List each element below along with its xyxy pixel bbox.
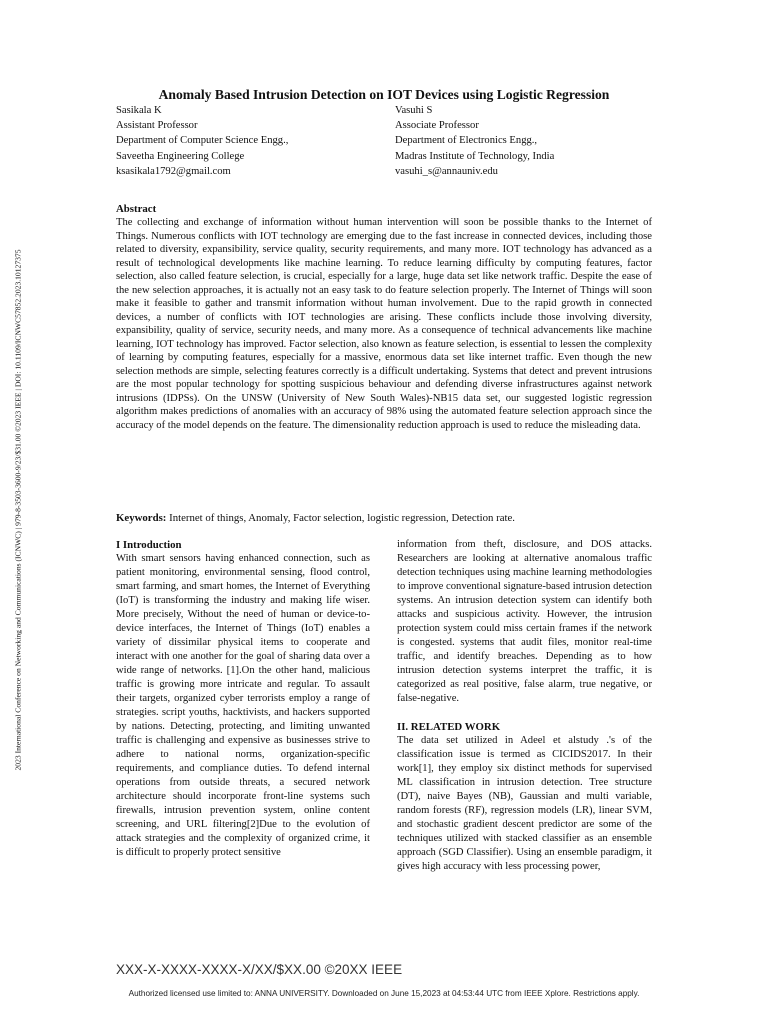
keywords-text: Internet of things, Anomaly, Factor selection, logistic regression, Detection rate. (169, 512, 515, 524)
author-department: Department of Computer Science Engg., (116, 135, 289, 147)
author-block-1 (116, 103, 288, 179)
section-heading-related-work: II. RELATED WORK (397, 721, 501, 733)
author-institution: Madras Institute of Technology, India (395, 150, 555, 162)
left-column (116, 538, 370, 860)
abstract-text: The collecting and exchange of information without human intervention will soon be possible thanks to the Internet of Things. Numerous conflicts with IOT technology are emerging due to the fast increase in connected devices, including those related to diversity, expansibility, service quality, security requirements, and many more. IOT technology has advanced as a result of technological developments like machine learning. To reduce learning difficulty by computing features, factor selection, also called feature selection, is crucial, especially for a large, huge data set like network traffic. Despite the ease of the new selection approaches, it is actually not an easy task to do feature selection properly. The Internet of Things will soon make it feasible to gather and transmit information without human involvement. Due to the rapid growth in connected devices, a number of conflicts with IOT technologies are arising. These conflicts include those involving diversity, expansibility, quality of service, security needs, and many more. As a consequence of technical advancements like machine learning, IOT technology has improved. Factor selection, also known as feature selection, is essential to lessen the complexity of learning by computing features, especially for a massive, enormous data set like internet traffic. Even though the new selection methods are simple, selecting features correctly is a difficult undertaking. Systems that detect and prevent intrusions are the most popular technology for spotting suspicious behaviour and defending diverse infrastructures against network intrusions (IDPSs). On the UNSW (University of New South Wales)-NB15 data set, our suggested logistic regression algorithm makes predictions of anomalies with an accuracy of 98% using the automated feature selection approach since the accuracy of the model depends on the feature. The dimensionality reduction approach is used to reduce the misleading data. (116, 217, 652, 431)
author-name: Sasikala K (116, 105, 162, 116)
doi-sidebar (5, 180, 31, 840)
abstract-heading: Abstract (116, 203, 157, 215)
author-email: ksasikala1792@gmail.com (116, 165, 231, 177)
author-name: Vasuhi S (395, 105, 433, 116)
right-column (397, 538, 652, 874)
introduction-text: With smart sensors having enhanced connection, such as patient monitoring, environmental sensing, flood control, smart farming, and smart homes, the Internet of Everything (IoT) is transforming the industry and making life wiser. More precisely, Without the need of human or device-to-device interfaces, the Internet of Things (IoT) enables a variety of dissimilar physical items to cooperate and interact with one another for the goal of sharing data over a wide range of networks. [1].On the other hand, malicious traffic is growing more intricate and regular. To assault their targets, organized cyber terrorists employ a range of strategies. script youths, hacktivists, and hackers supported by nations. Detecting, protecting, and limiting unwanted traffic is challenging and expensive as businesses strive to adhere to national norms, organization-specific requirements, and compliance duties. To defend internal operations from outside threats, a secured network architecture should incorporate front-line systems such firewalls, intrusion prevention system, online content screening, and URL filtering[2]Due to the evolution of attack strategies and the complexity of organized crime, it is difficult to properly protect sensitive (116, 553, 370, 858)
author-department: Department of Electronics Engg., (395, 135, 538, 147)
introduction-continued-text: information from theft, disclosure, and DOS attacks. Researchers are looking at alternative anomalous traffic detection techniques using machine learning methodologies to improve conventional signature-based intrusion detection systems. An intrusion detection system can identify both attacks and suspicious activity. However, the intrusion protection system could miss certain frames if the network is congested. systems that audit files, monitor real-time traffic, and identify breaches. Depending as to how intrusion detection systems interpret the traffic, it is categorized as real positive, false alarm, true negative, or false-negative. (397, 539, 652, 704)
author-block-2 (395, 103, 554, 179)
keywords-line (116, 512, 656, 524)
author-institution: Saveetha Engineering College (116, 150, 245, 162)
paper-title: Anomaly Based Intrusion Detection on IOT Devices using Logistic Regression (158, 87, 610, 102)
related-work-text: The data set utilized in Adeel et alstudy .'s of the classification issue is termed as CICIDS2017. In their work[1], they employ six distinct methods for supervised ML classification in intrusion detection. Tree structure (DT), naive Bayes (NB), Gaussian and multi variable, random forests (RF), regression models (LR), linear SVM, and stochastic gradient descent predictor are some of the techniques utilized with stacked classifier as an ensemble approach (SGD Classifier). Using an ensemble paradigm, it gives high accuracy with less processing power, (397, 735, 652, 872)
section-heading-introduction: I Introduction (116, 539, 182, 551)
author-position: Assistant Professor (116, 120, 198, 132)
doi-side-text: 2023 International Conference on Networking and Communications (ICNWC) | 979-8-3503-3600-9/23/$31.00 ©2023 IEEE | DOI: 10.1109/ICNWC57852.2023.10127375 (13, 249, 23, 771)
copyright-footer: XXX-X-XXXX-XXXX-X/XX/$XX.00 ©20XX IEEE (116, 962, 403, 977)
author-position: Associate Professor (395, 120, 479, 132)
keywords-label: Keywords: (116, 512, 167, 524)
license-notice: Authorized licensed use limited to: ANNA UNIVERSITY. Downloaded on June 15,2023 at 04:53:44 UTC from IEEE Xplore. Restrictions apply. (128, 989, 640, 998)
author-email: vasuhi_s@annauniv.edu (395, 165, 498, 177)
